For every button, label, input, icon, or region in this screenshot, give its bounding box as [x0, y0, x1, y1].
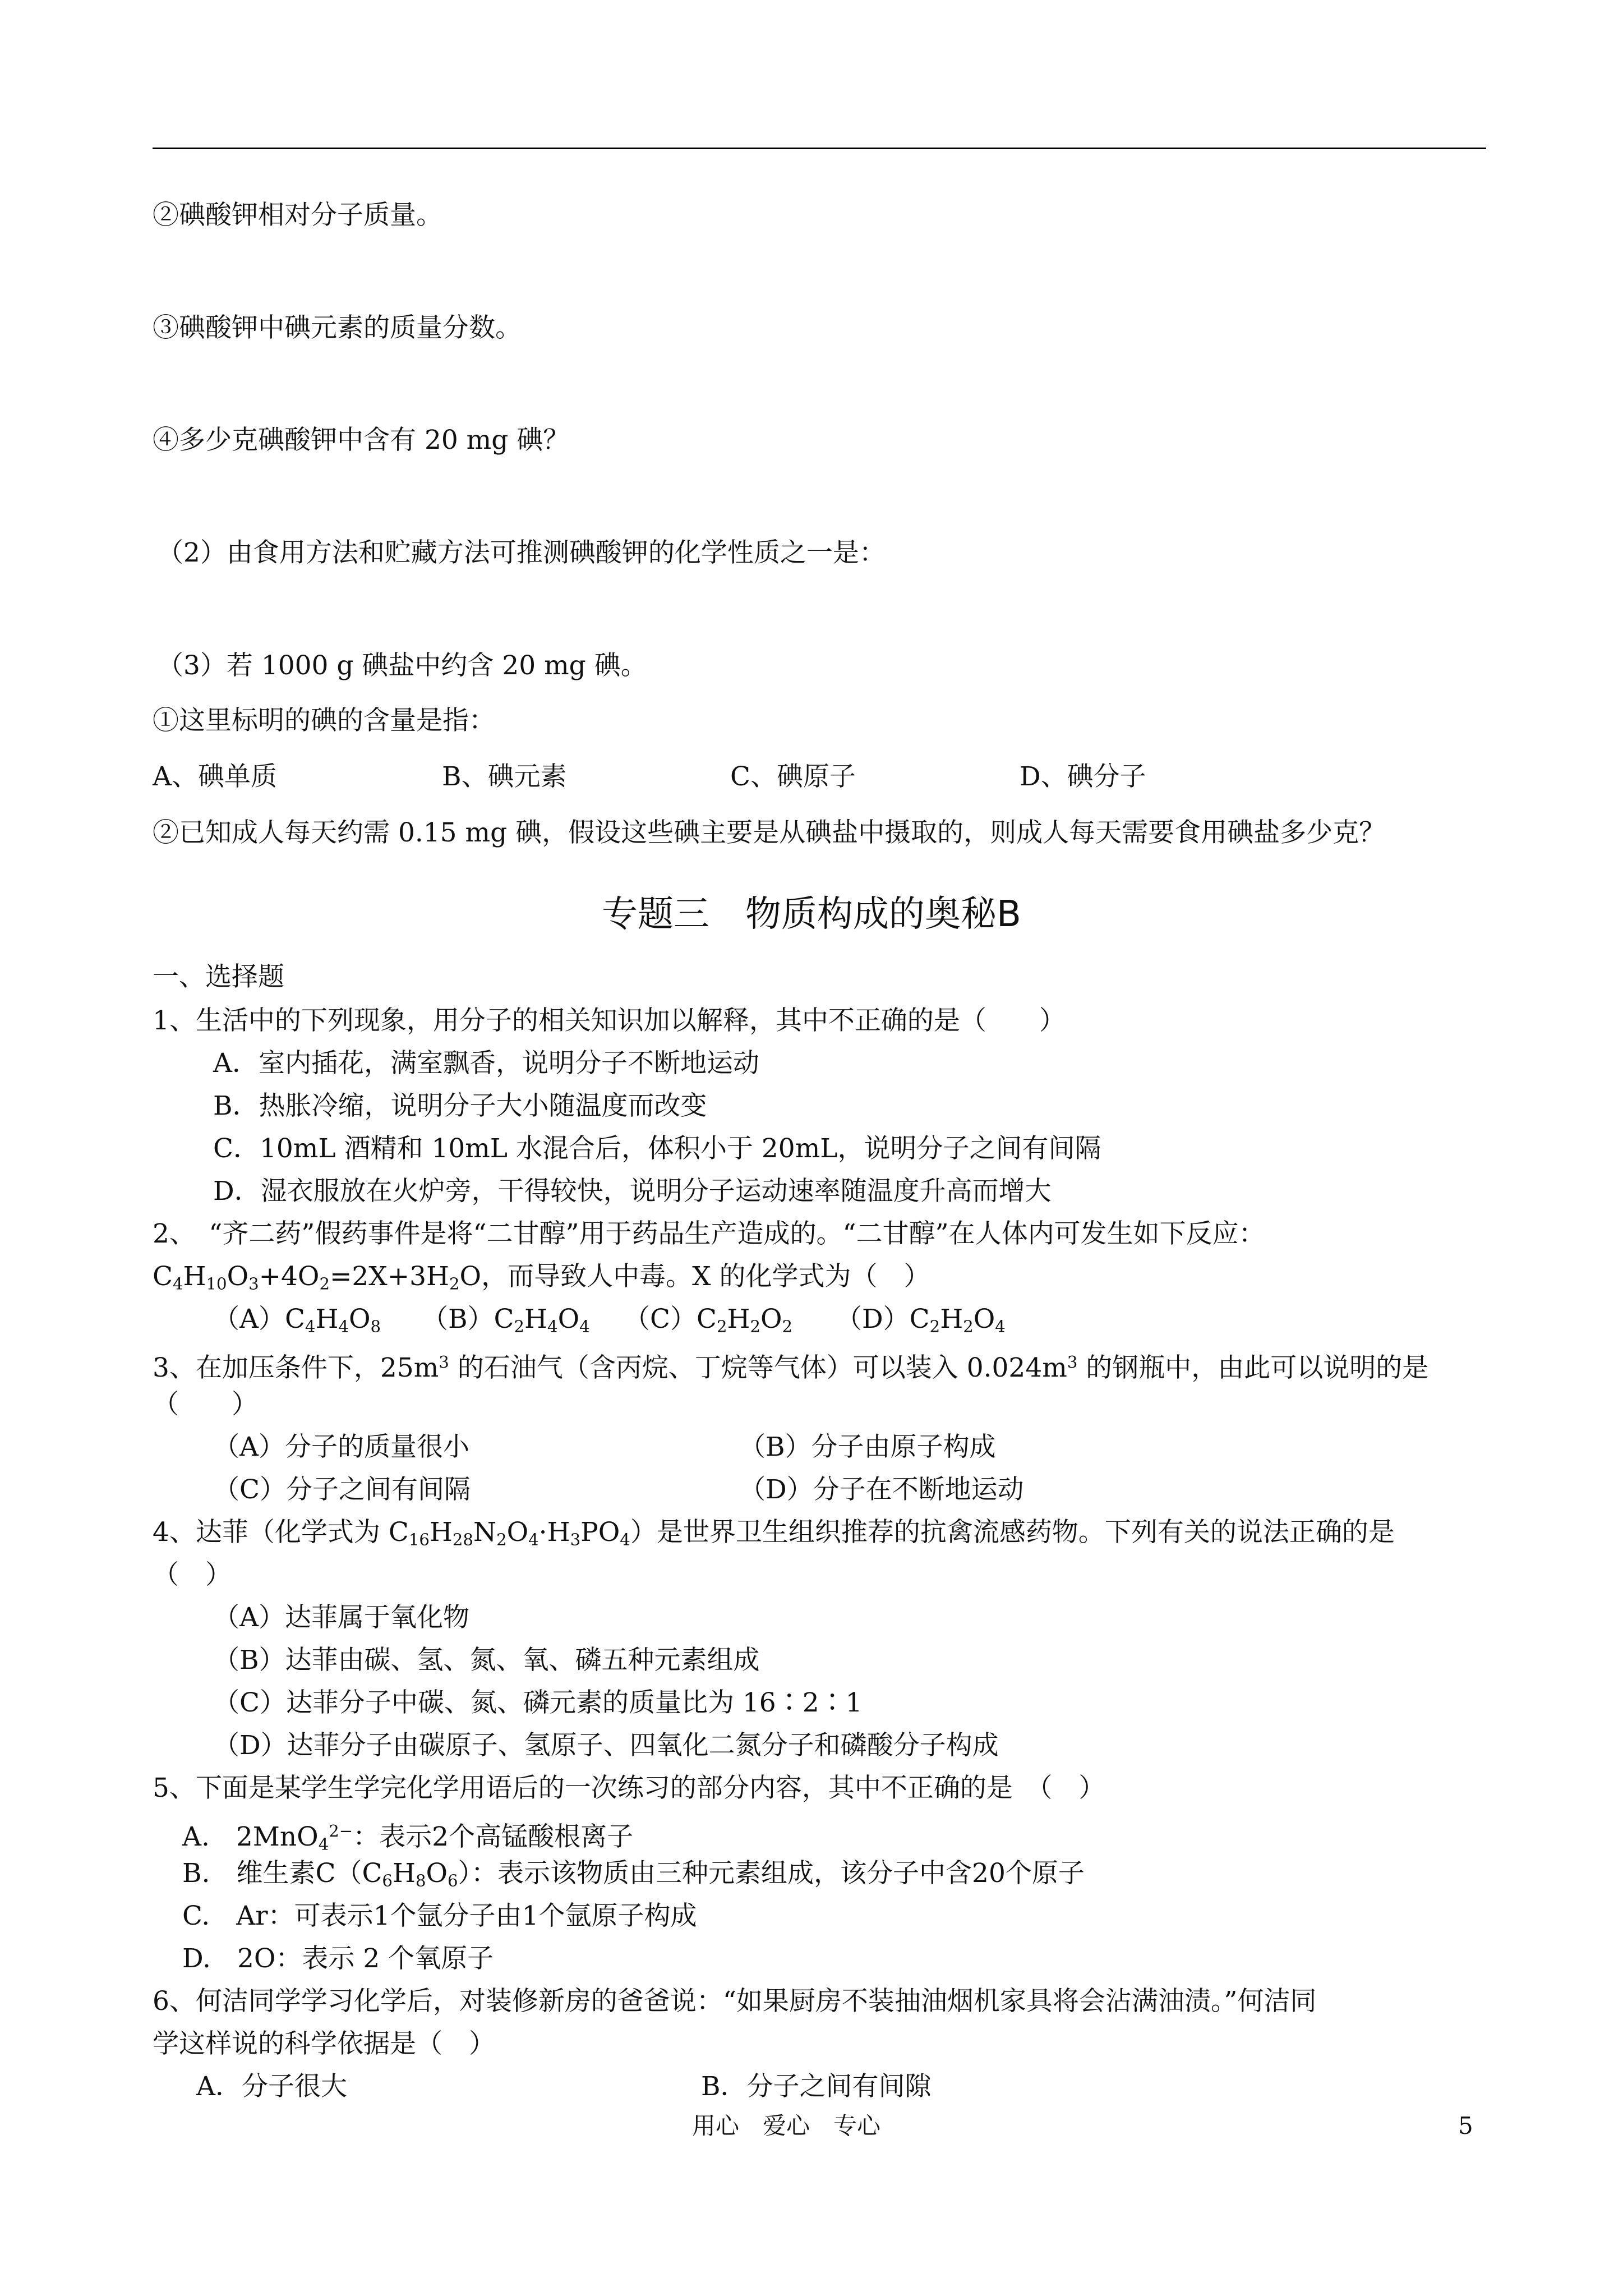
item-2-text: ②碘酸钾相对分子质量。: [153, 200, 442, 231]
item-4-text: ④多少克碘酸钾中含有 20 mg 碘？: [153, 425, 570, 455]
part-2-text: （2）由食用方法和贮藏方法可推测碘酸钾的化学性质之一是：: [157, 537, 886, 568]
part-3-item-2: ②已知成人每天约需 0.15 mg 碘，假设这些碘主要是从碘盐中摄取的，则成人每天需要食用碘盐多少克？: [153, 817, 1386, 848]
q3-paren: （ ）: [153, 1389, 258, 1420]
q1-option-d: D．湿衣服放在火炉旁，干得较快，说明分子运动速率随温度升高而增大: [213, 1176, 1052, 1207]
part-3-text: （3）若 1000 g 碘盐中约含 20 mg 碘。: [157, 650, 647, 681]
q6-option-b: B．分子之间有间隙: [701, 2071, 932, 2102]
q2-option-b: $(B)C_2H_4O_4$: [422, 1304, 590, 1336]
q4-option-a: （A）达菲属于氧化物: [213, 1602, 469, 1633]
q2-option-a: $(A)C_4H_4O_8$: [213, 1304, 381, 1336]
option-a: A、碘单质: [153, 761, 277, 792]
part-3-item-1: ①这里标明的碘的含量是指：: [153, 705, 495, 736]
q2-equation: $C_4H_{10}O_3+4O_2=2X+3H_2O$，而导致人中毒。X 的化学式为（ ）: [153, 1261, 930, 1294]
q6-option-a: A．分子很大: [196, 2071, 347, 2102]
q3-option-c: （C）分子之间有间隔: [213, 1474, 471, 1505]
q4-stem: 4、达菲（化学式为 $C_{16}H_{28}N_2O_4\cdot H_3PO_4$）是世界卫生组织推荐的抗禽流感药物。下列有关的说法正确的是: [153, 1517, 1395, 1549]
option-b: B、碘元素: [442, 761, 567, 792]
item-3-text: ③碘酸钾中碘元素的质量分数。: [153, 312, 522, 343]
q2-option-d: $(D)C_2H_2O_4$: [836, 1304, 1006, 1336]
q5-option-d: D. 2O：表示 2 个氧原子: [182, 1943, 494, 1974]
page-number: 5: [1458, 2112, 1473, 2139]
q3-option-d: （D）分子在不断地运动: [739, 1474, 1024, 1505]
option-c: C、碘原子: [730, 761, 856, 792]
q2-stem: 2、 “齐二药”假药事件是将“二甘醇”用于药品生产造成的。“二甘醇”在人体内可发生如下反应：: [153, 1218, 1265, 1249]
q5-option-a: A. 2MnO$_4^{2-}$：表示2个高锰酸根离子: [182, 1821, 634, 1854]
part-heading: 一、选择题: [153, 961, 284, 992]
q6-stem-line-1: 6、何洁同学学习化学后，对装修新房的爸爸说：“如果厨房不装抽油烟机家具将会沾满油渍。”何洁同: [153, 1986, 1317, 2017]
section-title: 专题三 物质构成的奥秘B: [602, 894, 1021, 935]
q1-option-c: C．10mL 酒精和 10mL 水混合后，体积小于 20mL，说明分子之间有间隔: [213, 1133, 1101, 1164]
q1-option-a: A．室内插花，满室飘香，说明分子不断地运动: [213, 1048, 759, 1079]
q5-option-c: C. Ar：可表示1个氩分子由1个氩原子构成: [182, 1901, 697, 1931]
q6-stem-line-2: 学这样说的科学依据是（ ）: [153, 2028, 495, 2059]
q3-stem: 3、在加压条件下，$25m^3$ 的石油气（含丙烷、丁烷等气体）可以装入 $0.024m^3$ 的钢瓶中，由此可以说明的是: [153, 1352, 1429, 1384]
option-d: D、碘分子: [1020, 761, 1146, 792]
header-rule: [153, 148, 1486, 149]
q5-option-b: B. 维生素$C(C_6H_8O_6)$：表示该物质由三种元素组成，该分子中含20个原子: [182, 1858, 1085, 1890]
q4-paren: （ ）: [153, 1559, 232, 1590]
q1-stem: 1、生活中的下列现象，用分子的相关知识加以解释，其中不正确的是（ ）: [153, 1005, 1066, 1036]
q1-option-b: B．热胀冷缩，说明分子大小随温度而改变: [213, 1091, 707, 1121]
q5-stem: 5、下面是某学生学完化学用语后的一次练习的部分内容，其中不正确的是 （ ）: [153, 1773, 1105, 1803]
q4-option-c: （C）达菲分子中碳、氮、磷元素的质量比为 16∶2∶1: [213, 1687, 863, 1718]
q3-option-b: （B）分子由原子构成: [739, 1432, 996, 1462]
q4-option-d: （D）达菲分子由碳原子、氢原子、四氧化二氮分子和磷酸分子构成: [213, 1730, 999, 1761]
q2-option-c: $(C)C_2H_2O_2$: [624, 1304, 793, 1336]
page-footer: 用心 爱心 专心: [692, 2112, 881, 2139]
q4-option-b: （B）达菲由碳、氢、氮、氧、磷五种元素组成: [213, 1645, 760, 1676]
q3-option-a: （A）分子的质量很小: [213, 1432, 469, 1462]
